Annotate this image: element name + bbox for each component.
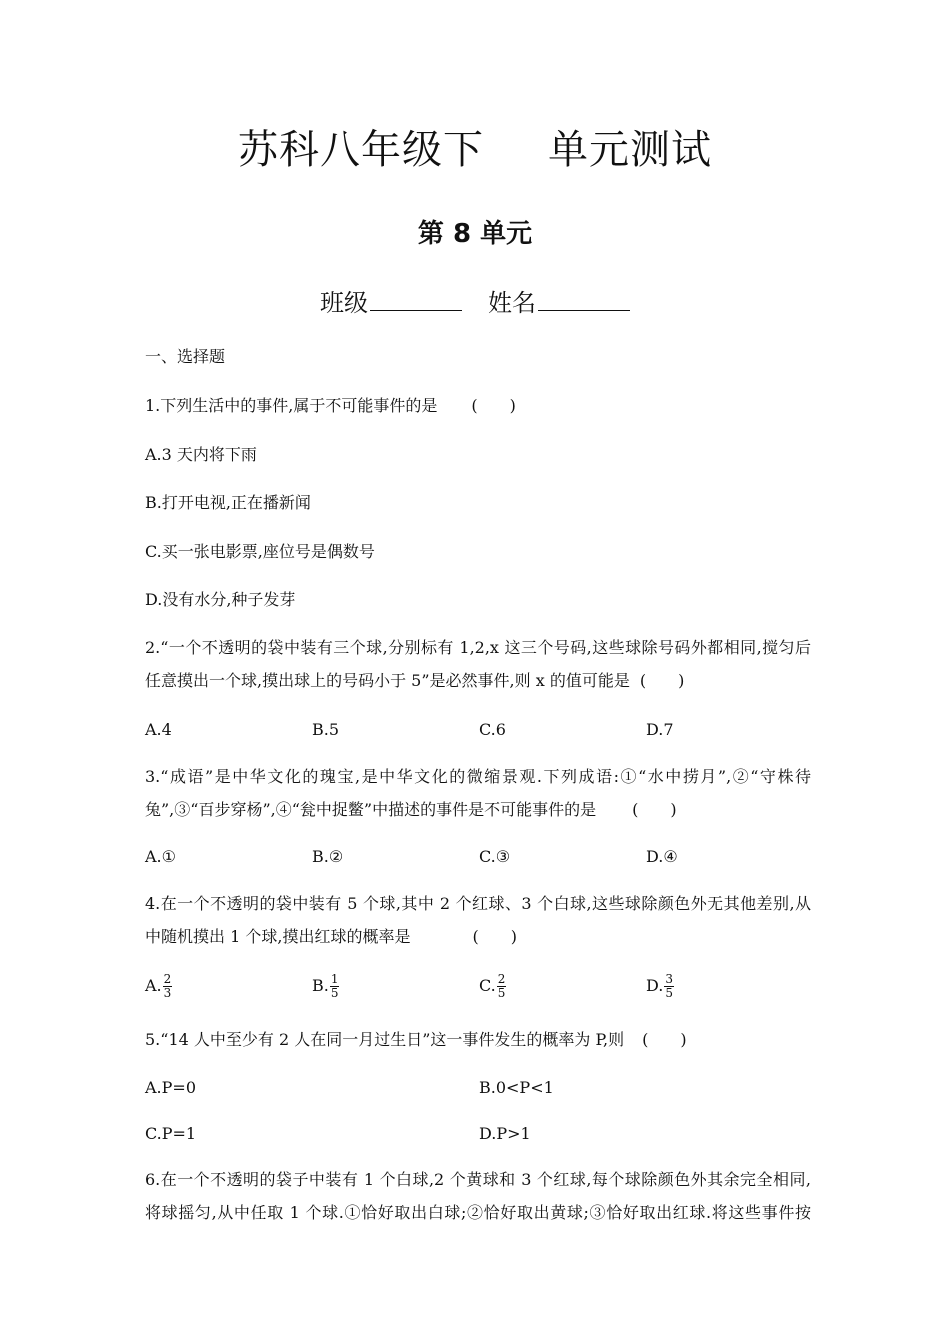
question-2 [145, 631, 811, 697]
q2-option-b: B.5 [312, 720, 340, 739]
question-1 [145, 396, 516, 416]
question-2-line-2-wrap [145, 664, 811, 697]
fraction-numerator: 3 [665, 972, 673, 986]
q2-option-d: D.7 [646, 720, 674, 739]
question-3-line-1: 3.“成语”是中华文化的瑰宝,是中华文化的微缩景观.下列成语:①“水中捞月”,②“守株待 [145, 767, 811, 786]
title-part-2: 单元测试 [548, 127, 712, 173]
fraction-denominator: 5 [665, 986, 673, 1000]
question-1-text: 1.下列生活中的事件,属于不可能事件的是 [145, 396, 438, 415]
q2-option-a: A.4 [145, 720, 172, 739]
section-title: 一、选择题 [145, 347, 226, 366]
q5-option-b: B.0<P<1 [479, 1078, 554, 1097]
answer-paren: ( ) [639, 671, 685, 690]
name-label: 姓名 [488, 289, 536, 317]
question-3 [145, 760, 811, 826]
question-3-line-2: 兔”,③“百步穿杨”,④“瓮中捉鳖”中描述的事件是不可能事件的是 [145, 800, 597, 819]
question-3-line-2-wrap [145, 793, 811, 826]
q3-option-b: B.② [312, 847, 344, 866]
answer-paren: ( ) [471, 396, 516, 415]
question-2-line-1: 2.“一个不透明的袋中装有三个球,分别标有 1,2,x 这三个号码,这些球除号码外都相同,搅匀后 [145, 638, 811, 657]
class-blank[interactable] [370, 288, 462, 311]
q4-option-a [145, 973, 172, 1000]
answer-paren: ( ) [642, 1030, 687, 1049]
name-blank[interactable] [538, 288, 630, 311]
fraction-numerator: 2 [163, 972, 172, 986]
question-4-line-2: 中随机摸出 1 个球,摸出红球的概率是 [145, 927, 411, 946]
question-2-line-2: 任意摸出一个球,摸出球上的号码小于 5”是必然事件,则 x 的值可能是 [145, 671, 630, 690]
class-name-line [0, 283, 950, 318]
q3-option-d: D.④ [646, 847, 678, 866]
option-label: D. [646, 976, 664, 995]
unit-heading: 第 8 单元 [417, 219, 533, 249]
answer-paren: ( ) [472, 927, 517, 946]
fraction [330, 973, 340, 1000]
question-6 [145, 1163, 811, 1229]
question-6-line-1: 6.在一个不透明的袋子中装有 1 个白球,2 个黄球和 3 个红球,每个球除颜色外其余完全相同, [145, 1170, 811, 1189]
title-part-1: 苏科八年级下 [238, 127, 484, 173]
q1-option-c: C.买一张电影票,座位号是偶数号 [145, 542, 375, 561]
class-label: 班级 [320, 289, 368, 317]
q4-option-b [312, 973, 339, 1000]
option-label: B. [312, 976, 329, 995]
option-label: A. [145, 976, 162, 995]
question-4-line-1: 4.在一个不透明的袋中装有 5 个球,其中 2 个红球、3 个白球,这些球除颜色外无其他差别,从 [145, 894, 811, 913]
document-title [0, 118, 950, 175]
fraction [163, 973, 173, 1000]
q5-option-c: C.P=1 [145, 1124, 197, 1143]
q2-option-c: C.6 [479, 720, 506, 739]
answer-paren: ( ) [632, 800, 677, 819]
q1-option-d: D.没有水分,种子发芽 [145, 590, 296, 609]
q4-option-d [646, 973, 674, 1000]
q1-option-a: A.3 天内将下雨 [145, 445, 257, 464]
question-4 [145, 887, 811, 953]
q3-option-c: C.③ [479, 847, 511, 866]
q5-option-d: D.P>1 [479, 1124, 531, 1143]
q4-option-c [479, 973, 506, 1000]
fraction-numerator: 1 [330, 972, 339, 986]
fraction [497, 973, 507, 1000]
fraction-denominator: 3 [163, 986, 172, 1000]
q5-option-a: A.P=0 [145, 1078, 196, 1097]
question-6-line-2: 将球摇匀,从中任取 1 个球.①恰好取出白球;②恰好取出黄球;③恰好取出红球.将这些事件按 [145, 1203, 811, 1222]
question-5 [145, 1030, 687, 1050]
fraction-numerator: 2 [497, 972, 506, 986]
fraction [664, 973, 674, 1000]
fraction-denominator: 5 [330, 986, 339, 1000]
q3-option-a: A.① [145, 847, 176, 866]
question-5-text: 5.“14 人中至少有 2 人在同一月过生日”这一事件发生的概率为 P,则 [145, 1030, 625, 1049]
option-label: C. [479, 976, 496, 995]
q1-option-b: B.打开电视,正在播新闻 [145, 493, 311, 512]
fraction-denominator: 5 [497, 986, 506, 1000]
question-4-line-2-wrap [145, 920, 811, 953]
